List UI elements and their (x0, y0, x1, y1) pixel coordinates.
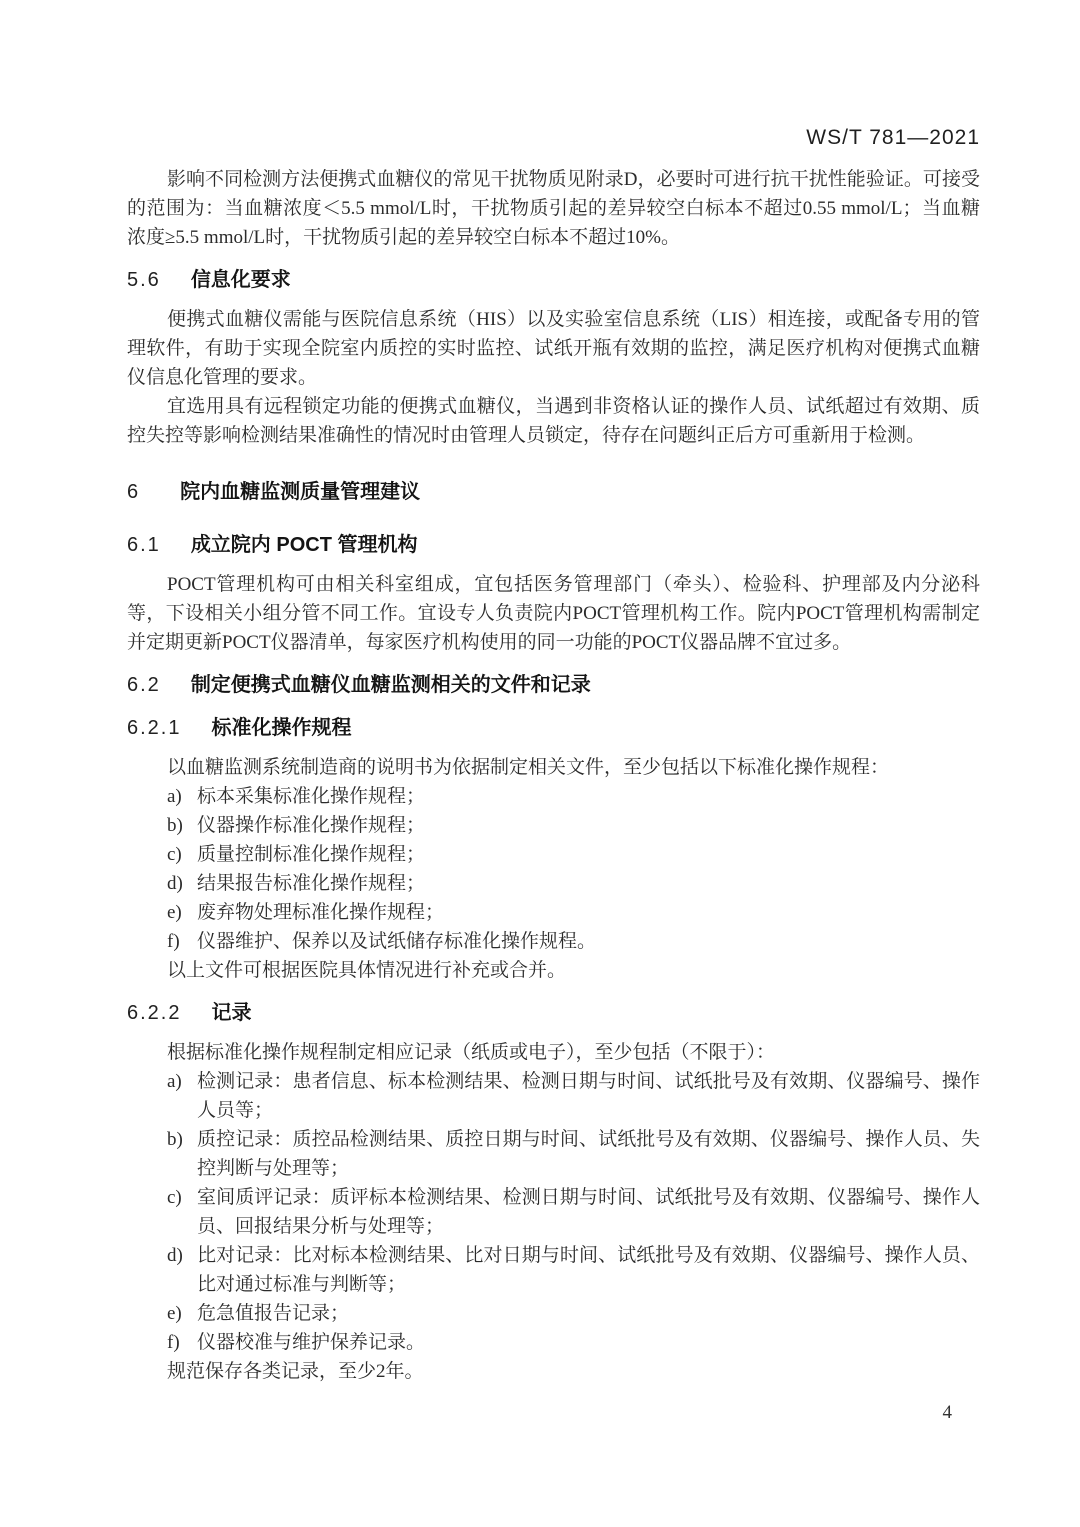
list-item (127, 927, 980, 956)
list-marker: f) (167, 1332, 180, 1353)
chapter-heading-6 (127, 478, 980, 507)
section-heading-6-2-2 (127, 999, 980, 1028)
list-item-text: 质控记录：质控品检测结果、质控日期与时间、试纸批号及有效期、仪器编号、操作人员、失控判断与处理等； (197, 1129, 980, 1179)
list-item (127, 811, 980, 840)
clause-title: 制定便携式血糖仪血糖监测相关的文件和记录 (190, 674, 591, 696)
clause-number: 6 (127, 481, 141, 503)
list-item (127, 1125, 980, 1183)
list-marker: b) (167, 815, 183, 836)
clause-number: 6.2.1 (127, 717, 182, 739)
list-item (127, 782, 980, 811)
list-item-text: 质量控制标准化操作规程； (197, 844, 426, 865)
paragraph-informatization-2: 宜选用具有远程锁定功能的便携式血糖仪，当遇到非资格认证的操作人员、试纸超过有效期、质控失控等影响检测结果准确性的情况时由管理人员锁定，待存在问题纠正后方可重新用于检测。 (127, 396, 980, 446)
paragraph-interference: 影响不同检测方法便携式血糖仪的常见干扰物质见附录D，必要时可进行抗干扰性能验证。可接受的范围为：当血糖浓度＜5.5 mmol/L时，干扰物质引起的差异较空白标本不超过0.55 mmol/L；当血糖浓度≥5.5 mmol/L时，干扰物质引起的差异较空白标本不超过10%。 (127, 169, 980, 248)
clause-title: 成立院内 POCT 管理机构 (190, 534, 418, 556)
list-item (127, 1067, 980, 1125)
list-item-text: 结果报告标准化操作规程； (197, 873, 426, 894)
paragraph-sop-closing: 以上文件可根据医院具体情况进行补充或合并。 (167, 960, 567, 981)
list-item-text: 危急值报告记录； (197, 1303, 350, 1324)
paragraph-informatization-1: 便携式血糖仪需能与医院信息系统（HIS）以及实验室信息系统（LIS）相连接，或配备专用的管理软件，有助于实现全院室内质控的实时监控、试纸开瓶有效期的监控，满足医疗机构对便携式血糖仪信息化管理的要求。 (127, 309, 980, 388)
page-footer (127, 1398, 980, 1427)
paragraph-records-intro: 根据标准化操作规程制定相应记录（纸质或电子），至少包括（不限于）： (167, 1042, 776, 1063)
section-heading-5-6 (127, 266, 980, 295)
list-marker: c) (167, 1187, 182, 1208)
list-marker: a) (167, 786, 182, 807)
list-item-text: 废弃物处理标准化操作规程； (197, 902, 445, 923)
paragraph-sop-intro: 以血糖监测系统制造商的说明书为依据制定相关文件，至少包括以下标准化操作规程： (167, 757, 890, 778)
section-heading-6-2 (127, 671, 980, 700)
list-item-text: 室间质评记录：质评标本检测结果、检测日期与时间、试纸批号及有效期、仪器编号、操作人员、回报结果分析与处理等； (197, 1187, 980, 1237)
list-item (127, 1241, 980, 1299)
sop-list (127, 782, 980, 956)
standard-number-header: WS/T 781—2021 (806, 126, 980, 149)
list-marker: e) (167, 1303, 182, 1324)
list-item (127, 840, 980, 869)
paragraph-poct-org: POCT管理机构可由相关科室组成，宜包括医务管理部门（牵头）、检验科、护理部及内分泌科等，下设相关小组分管不同工作。宜设专人负责院内POCT管理机构工作。院内POCT管理机构需制定并定期更新POCT仪器清单，每家医疗机构使用的同一功能的POCT仪器品牌不宜过多。 (127, 574, 980, 653)
clause-number: 6.2.2 (127, 1002, 182, 1024)
list-item-text: 检测记录：患者信息、标本检测结果、检测日期与时间、试纸批号及有效期、仪器编号、操作人员等； (197, 1071, 980, 1121)
clause-title: 记录 (211, 1002, 252, 1024)
list-marker: d) (167, 873, 183, 894)
list-item-text: 仪器校准与维护保养记录。 (197, 1332, 426, 1353)
list-item-text: 标本采集标准化操作规程； (197, 786, 426, 807)
clause-number: 6.1 (127, 534, 161, 556)
list-marker: d) (167, 1245, 183, 1266)
list-item (127, 869, 980, 898)
list-item-text: 仪器操作标准化操作规程； (197, 815, 426, 836)
list-marker: e) (167, 902, 182, 923)
list-marker: a) (167, 1071, 182, 1092)
list-item (127, 1328, 980, 1357)
section-heading-6-1 (127, 531, 980, 560)
section-heading-6-2-1 (127, 714, 980, 743)
list-marker: b) (167, 1129, 183, 1150)
clause-title: 标准化操作规程 (211, 717, 352, 739)
clause-title: 信息化要求 (190, 269, 291, 291)
list-item (127, 1299, 980, 1328)
page-number: 4 (942, 1402, 952, 1423)
list-item (127, 1183, 980, 1241)
list-item-text: 仪器维护、保养以及试纸储存标准化操作规程。 (197, 931, 597, 952)
list-item (127, 898, 980, 927)
list-item-text: 比对记录：比对标本检测结果、比对日期与时间、试纸批号及有效期、仪器编号、操作人员、比对通过标准与判断等； (197, 1245, 980, 1295)
clause-number: 5.6 (127, 269, 161, 291)
clause-title: 院内血糖监测质量管理建议 (180, 481, 421, 503)
list-marker: c) (167, 844, 182, 865)
paragraph-records-closing: 规范保存各类记录，至少2年。 (167, 1361, 424, 1382)
clause-number: 6.2 (127, 674, 161, 696)
records-list (127, 1067, 980, 1357)
list-marker: f) (167, 931, 180, 952)
